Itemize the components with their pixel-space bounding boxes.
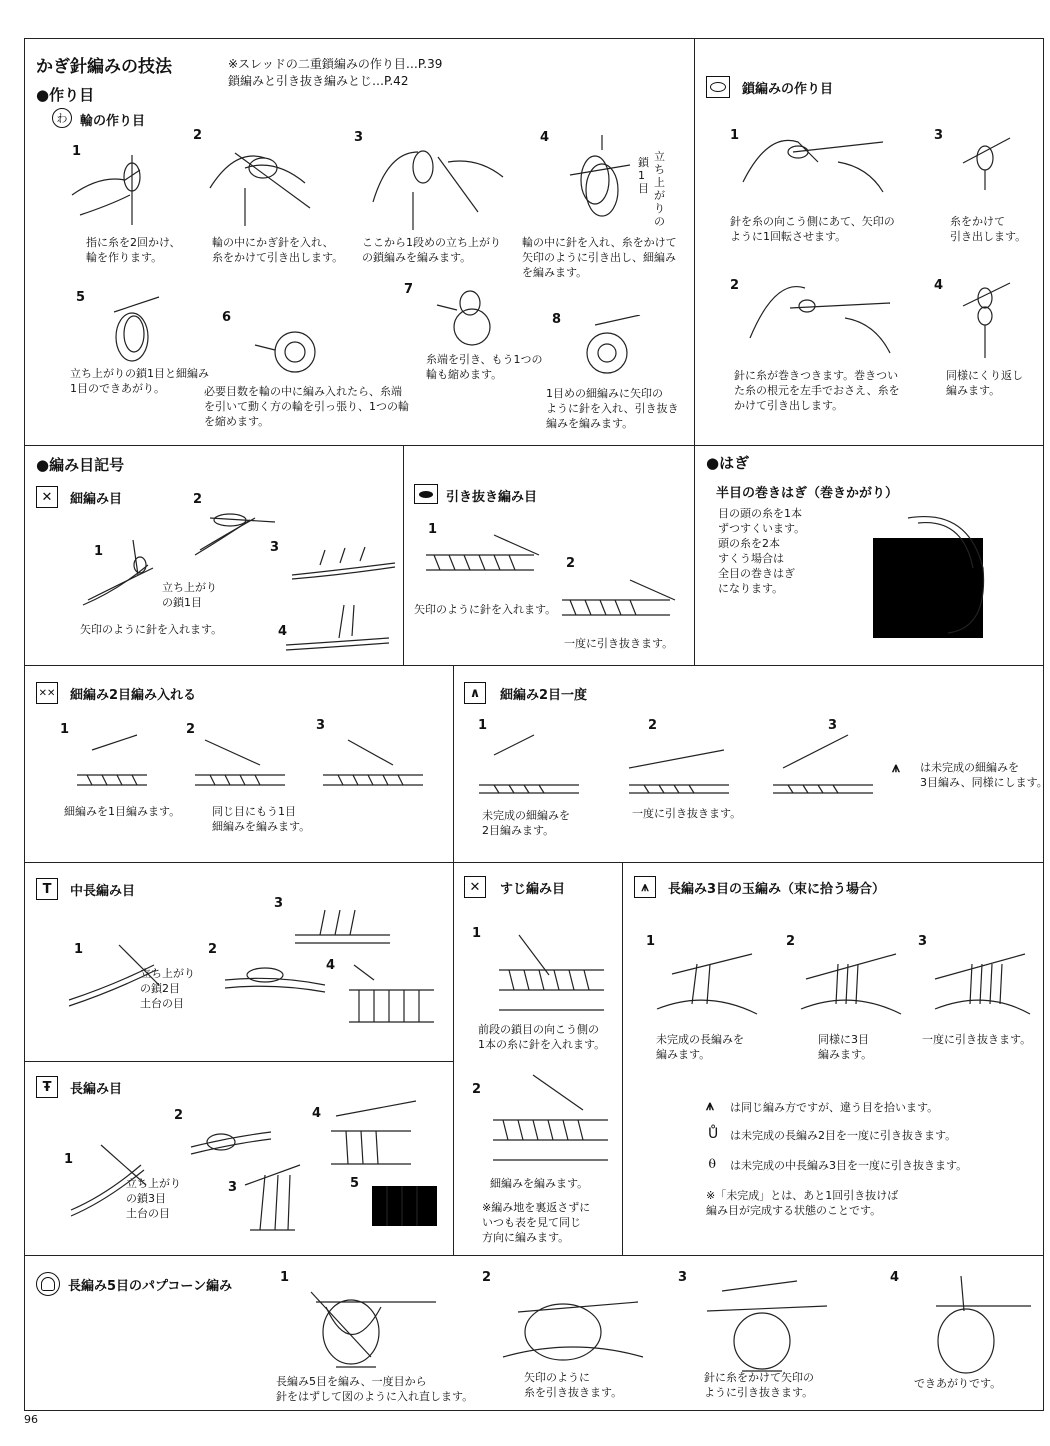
- naga-step-1-num: 1: [64, 1152, 74, 1167]
- popcorn-symbol: [36, 1272, 60, 1296]
- decrease-icon: ∧: [469, 685, 481, 701]
- hagi-heading: ●はぎ: [706, 454, 750, 472]
- chunaga-step-3-illustration: [290, 905, 400, 950]
- suji-symbol: [464, 876, 486, 898]
- ring-step-8-num: 8: [552, 312, 562, 327]
- komaami-step-4-num: 4: [278, 624, 288, 639]
- koma2ire-step-1-num: 1: [60, 722, 70, 737]
- komaami-text: 矢印のように針を入れます。: [80, 623, 223, 636]
- kusari-step-4-illustration: [955, 278, 1015, 363]
- naga-label: 立ち上がり の鎖3目 土台の目: [126, 1177, 181, 1220]
- naga-step-2-num: 2: [174, 1108, 184, 1123]
- komaami-step-4-illustration: [284, 600, 394, 656]
- ring-step-5-num: 5: [76, 290, 86, 305]
- tama-note-2: は未完成の長編み2目を一度に引き抜きます。: [730, 1129, 957, 1142]
- popcorn-step-2-text: 矢印のように 糸を引き抜きます。: [524, 1371, 623, 1399]
- suji-step-1-num: 1: [472, 926, 482, 941]
- tama-step-3-num: 3: [918, 934, 928, 949]
- tama-note-icon-1: ⩚: [706, 1098, 714, 1114]
- komaami-step-1-illustration: [78, 540, 168, 610]
- tama-note-icon-3: ⍬: [708, 1156, 717, 1172]
- suji-text-2: 細編みを編みます。: [490, 1177, 589, 1190]
- hikinuki-text-2: 一度に引き抜きます。: [564, 637, 674, 650]
- kusari-step-1-num: 1: [730, 128, 740, 143]
- kusari-step-2-text: 針に糸が巻きつきます。巻きつい た糸の根元を左手でおさえ、糸を かけて引き出します。: [734, 369, 900, 412]
- suji-text-1: 前段の鎖目の向こう側の 1本の糸に針を入れます。: [478, 1023, 606, 1051]
- hikinuki-step-1-num: 1: [428, 522, 438, 537]
- ring-symbol-label: わ: [56, 112, 68, 125]
- komaami-step-2-illustration: [190, 500, 280, 560]
- hikinuki-symbol: [414, 484, 438, 504]
- kusari-title: 鎖編みの作り目: [742, 82, 834, 97]
- kigou-heading: ●編み目記号: [36, 456, 125, 474]
- popcorn-step-3-illustration: [702, 1276, 832, 1376]
- popcorn-title: 長編み5目のパプコーン編み: [68, 1279, 233, 1294]
- popcorn-step-2-num: 2: [482, 1270, 492, 1285]
- kusari-step-4-text: 同様にくり返し 編みます。: [946, 369, 1023, 397]
- kusari-step-2-illustration: [745, 268, 895, 363]
- popcorn-step-4-text: できあがりです。: [914, 1377, 1002, 1390]
- koma2ichido-note: は未完成の細編みを 3目編み、同様にします。: [920, 761, 1048, 789]
- koma2ichido-step-2-num: 2: [648, 718, 658, 733]
- hikinuki-step-1-illustration: [424, 530, 544, 585]
- koma2ichido-step-1-num: 1: [478, 718, 488, 733]
- chunaga-step-2-illustration: [220, 960, 330, 1005]
- koma2ire-step-2-illustration: [190, 730, 290, 795]
- ring-step-5-illustration: [104, 292, 164, 367]
- koma2ire-step-1-text: 細編みを1目編みます。: [64, 805, 181, 818]
- ring-step-6-text: 必要目数を輪の中に編み入れたら、糸端 を引いて動く方の輪を引っ張り、1つの輪 を縮めます。: [204, 385, 409, 428]
- tama-note-icon-2: Ů: [708, 1126, 719, 1142]
- chunaga-step-2-num: 2: [208, 942, 218, 957]
- ring-step-2-text: 輪の中にかぎ針を入れ、 糸をかけて引き出します。: [212, 236, 344, 264]
- popcorn-step-3-num: 3: [678, 1270, 688, 1285]
- chunaga-step-1-illustration: [64, 940, 164, 1010]
- popcorn-step-1-text: 長編み5目を編み、一度目から 針をはずして図のように入れ直します。: [276, 1375, 474, 1403]
- ring-step-7-num: 7: [404, 282, 414, 297]
- kusari-step-3-text: 糸をかけて 引き出します。: [950, 215, 1027, 243]
- ring-step-6-illustration: [250, 320, 330, 380]
- tama-symbol: [634, 876, 656, 898]
- tama-note-1: は同じ編み方ですが、違う目を拾います。: [730, 1101, 939, 1114]
- ring-symbol: [52, 108, 72, 128]
- double-crochet-icon: Ŧ: [42, 1079, 52, 1095]
- suji-step-2-illustration: [488, 1070, 613, 1170]
- single-crochet-icon: ✕: [41, 489, 53, 505]
- koma2ichido-step-1-text: 未完成の細編みを 2目編みます。: [482, 809, 570, 837]
- naga-step-4-num: 4: [312, 1106, 322, 1121]
- koma2ire-step-3-num: 3: [316, 718, 326, 733]
- komaami-step-1-num: 1: [94, 544, 104, 559]
- komaami-step-3-num: 3: [270, 540, 280, 555]
- tama-step-3-text: 一度に引き抜きます。: [922, 1033, 1032, 1046]
- ring-step-3-illustration: [368, 132, 508, 232]
- tama-step-2-illustration: [796, 944, 906, 1024]
- hikinuki-step-2-num: 2: [566, 556, 576, 571]
- naga-step-5-num: 5: [350, 1176, 360, 1191]
- slip-stitch-icon: [419, 491, 433, 498]
- koma2ire-step-1-illustration: [72, 730, 152, 795]
- chunaga-title: 中長編み目: [70, 884, 136, 899]
- koma2ire-step-2-text: 同じ目にもう1目 細編みを編みます。: [212, 805, 311, 833]
- kusari-step-3-num: 3: [934, 128, 944, 143]
- tama-note-3: は未完成の中長編み3目を一度に引き抜きます。: [730, 1159, 968, 1172]
- ring-step-4-vlabel: 立ち上がりの: [654, 150, 665, 228]
- ring-step-7-illustration: [432, 285, 512, 350]
- chunaga-symbol: [36, 878, 58, 900]
- koma2ichido-step-2-illustration: [624, 730, 734, 800]
- increase-icon: ✕✕: [38, 687, 56, 699]
- ring-step-2-num: 2: [193, 128, 203, 143]
- koma2ichido-title: 細編み2目一度: [500, 688, 588, 703]
- back-loop-icon: ✕: [469, 879, 481, 895]
- page-title: かぎ針編みの技法: [36, 57, 172, 77]
- koma2ire-step-3-illustration: [318, 730, 428, 795]
- naga-symbol: [36, 1076, 58, 1098]
- chunaga-step-1-num: 1: [74, 942, 84, 957]
- chain-stitch-icon: [710, 82, 726, 92]
- hikinuki-title: 引き抜き編み目: [446, 490, 538, 505]
- suji-title: すじ編み目: [500, 882, 566, 897]
- suji-step-2-num: 2: [472, 1082, 482, 1097]
- bobble-icon: ⩚: [641, 879, 649, 895]
- komaami-label: 立ち上がり の鎖1目: [162, 581, 217, 609]
- page-number: 96: [24, 1413, 38, 1426]
- popcorn-step-4-num: 4: [890, 1270, 900, 1285]
- ring-step-4-text: 輪の中に針を入れ、糸をかけて 矢印のように引き出し、細編み を編みます。: [522, 236, 677, 279]
- naga-step-3-num: 3: [228, 1180, 238, 1195]
- hikinuki-step-2-illustration: [560, 575, 680, 630]
- tama-footnote: ※「未完成」とは、あと1回引き抜けば 編み目が完成する状態のことです。: [706, 1189, 899, 1217]
- tama-step-2-num: 2: [786, 934, 796, 949]
- tama-step-1-num: 1: [646, 934, 656, 949]
- page-notes: ※スレッドの二重鎖編みの作り目…P.39 鎖編みと引き抜き編みとじ…P.42: [228, 57, 443, 88]
- ring-step-5-text: 立ち上がりの鎖1目と細編み 1目のできあがり。: [70, 367, 209, 395]
- ring-step-1-num: 1: [72, 144, 82, 159]
- suji-step-1-illustration: [494, 930, 609, 1020]
- tsukurime-heading: ●作り目: [36, 86, 95, 104]
- popcorn-step-1-illustration: [296, 1282, 446, 1372]
- naga-step-2-illustration: [186, 1112, 276, 1167]
- tama-title: 長編み3目の玉編み（束に拾う場合）: [668, 882, 886, 897]
- komaami-symbol: [36, 486, 58, 508]
- hagi-subtitle: 半目の巻きはぎ（巻きかがり）: [716, 486, 899, 501]
- komaami-step-2-num: 2: [193, 492, 203, 507]
- koma2ichido-step-3-num: 3: [828, 718, 838, 733]
- naga-step-1-illustration: [66, 1140, 156, 1220]
- koma2ire-step-2-num: 2: [186, 722, 196, 737]
- tama-step-1-text: 未完成の長編みを 編みます。: [656, 1033, 744, 1061]
- koma2ire-symbol: [36, 682, 58, 704]
- kusari-symbol-box: [706, 76, 730, 98]
- hagi-text: 目の頭の糸を1本 ずつすくいます。 頭の糸を2本 すくう場合は 全目の巻きはぎ になります。: [718, 507, 806, 595]
- hagi-illustration: [868, 508, 998, 643]
- ring-step-7-text: 糸端を引き、もう1つの 輪も縮めます。: [426, 353, 543, 381]
- komaami-step-3-illustration: [290, 545, 400, 585]
- suji-text-3: ※編み地を裏返さずに いつも表を見て同じ 方向に編みます。: [482, 1201, 591, 1244]
- kusari-step-4-num: 4: [934, 278, 944, 293]
- koma2ichido-step-1-illustration: [474, 730, 584, 800]
- tama-step-1-illustration: [652, 944, 762, 1024]
- popcorn-step-2-illustration: [498, 1282, 648, 1372]
- chunaga-step-4-illustration: [344, 960, 439, 1030]
- popcorn-step-3-text: 針に糸をかけて矢印の ように引き抜きます。: [704, 1371, 814, 1399]
- naga-step-4-illustration: [326, 1096, 421, 1171]
- ring-step-3-num: 3: [354, 130, 364, 145]
- ring-step-8-text: 1目めの細編みに矢印の ように針を入れ、引き抜き 編みを編みます。: [546, 387, 679, 430]
- ring-step-2-illustration: [205, 128, 315, 228]
- tama-step-2-text: 同様に3目 編みます。: [818, 1033, 873, 1061]
- kusari-step-1-text: 針を糸の向こう側にあて、矢印の ように1回転させます。: [730, 215, 895, 243]
- chunaga-step-3-num: 3: [274, 896, 284, 911]
- chunaga-step-4-num: 4: [326, 958, 336, 973]
- popcorn-icon: [41, 1277, 55, 1291]
- chunaga-label: 立ち上がり の鎖2目 土台の目: [140, 967, 195, 1010]
- popcorn-step-4-illustration: [906, 1276, 1036, 1376]
- naga-title: 長編み目: [70, 1082, 123, 1097]
- ring-step-1-text: 指に糸を2回かけ、 輪を作ります。: [86, 236, 181, 264]
- kusari-step-2-num: 2: [730, 278, 740, 293]
- popcorn-step-1-num: 1: [280, 1270, 290, 1285]
- ring-step-6-num: 6: [222, 310, 232, 325]
- half-double-crochet-icon: T: [42, 881, 52, 897]
- ring-title: 輪の作り目: [80, 114, 146, 129]
- kusari-step-1-illustration: [738, 122, 888, 207]
- koma2ire-title: 細編み2目編み入れる: [70, 688, 197, 703]
- ring-step-3-text: ここから1段めの立ち上がり の鎖編みを編みます。: [362, 236, 501, 264]
- koma2ichido-symbol: [464, 682, 486, 704]
- kusari-step-3-illustration: [955, 128, 1015, 193]
- ring-step-4-illustration: [560, 135, 640, 230]
- hikinuki-text-1: 矢印のように針を入れます。: [414, 603, 557, 616]
- ring-step-1-illustration: [70, 145, 160, 235]
- naga-step-5-illustration: [362, 1176, 442, 1231]
- ring-step-4-vlabel2: 鎖1目: [638, 156, 649, 195]
- tama-step-3-illustration: [930, 944, 1035, 1024]
- ring-step-8-illustration: [575, 315, 645, 380]
- koma2ichido-step-2-text: 一度に引き抜きます。: [632, 807, 742, 820]
- ring-step-4-num: 4: [540, 130, 550, 145]
- panel-suji: [453, 862, 623, 1256]
- koma2ichido-step-3-illustration: [768, 730, 878, 800]
- naga-step-3-illustration: [240, 1160, 305, 1235]
- decrease-3-icon: ⩚: [892, 760, 900, 776]
- komaami-title: 細編み目: [70, 492, 123, 507]
